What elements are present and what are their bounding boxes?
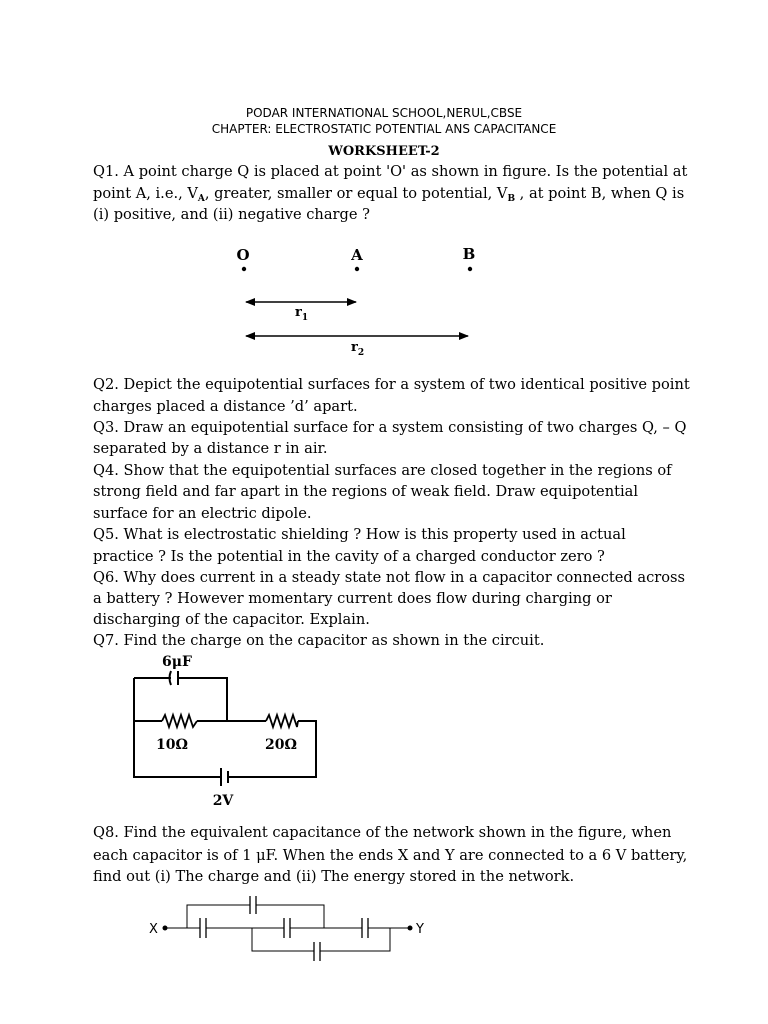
q1-line-3: (i) positive, and (ii) negative charge ? [93,206,370,223]
worksheet-title: WORKSHEET-2 [328,144,440,159]
q2-line-2: charges placed a distance ’d’ apart. [93,398,358,415]
q4-line-3: surface for an electric dipole. [93,505,312,522]
label-r1: $r_1$ [295,305,309,323]
q6-line-3: discharging of the capacitor. Explain. [93,611,370,628]
q5-line-2: practice ? Is the potential in the cavity of a charged conductor zero ? [93,548,605,565]
label-a: A [351,246,363,264]
label-battery: 2V [212,793,234,809]
q3-line-2: separated by a distance r in air. [93,440,328,457]
label-x: X [149,922,158,937]
q8-line-3: find out (i) The charge and (ii) The energy stored in the network. [93,868,575,885]
label-o: O [236,246,250,264]
school-name: PODAR INTERNATIONAL SCHOOL,NERUL,CBSE [245,106,523,120]
label-capacitor-6uf: 6μF [162,654,192,670]
chapter-title: CHAPTER: ELECTROSTATIC POTENTIAL ANS CAPACITANCE [211,122,557,136]
q1-line-2: point A, i.e., $V_A$, greater, smaller or equal to potential, $V_B$ , at point B, when Q is [93,185,685,204]
label-b: B [462,245,476,263]
q2-line-1: Q2. Depict the equipotential surfaces for a system of two identical positive point [93,376,690,393]
q3-line-1: Q3. Draw an equipotential surface for a system consisting of two charges Q, – Q [93,419,687,436]
label-r2: $r_2$ [351,340,365,358]
q5-line-1: Q5. What is electrostatic shielding ? How is this property used in actual [93,526,626,543]
label-resistor-10: 10Ω [156,737,188,753]
q8-line-2: each capacitor is of 1 μF. When the ends X and Y are connected to a 6 V battery, [93,847,688,864]
q8-line-1: Q8. Find the equivalent capacitance of the network shown in the figure, when [93,824,672,841]
q7-line-1: Q7. Find the charge on the capacitor as shown in the circuit. [93,632,545,649]
q4-line-2: strong field and far apart in the regions of weak field. Draw equipotential [93,483,638,500]
q4-line-1: Q4. Show that the equipotential surfaces are closed together in the regions of [93,462,672,479]
q1-line-1: Q1. A point charge Q is placed at point 'O' as shown in figure. Is the potential at [93,163,688,180]
q6-line-2: a battery ? However momentary current does flow during charging or [93,590,612,607]
q6-line-1: Q6. Why does current in a steady state not flow in a capacitor connected across [93,569,685,586]
label-y: Y [416,922,424,937]
label-resistor-20: 20Ω [265,737,297,753]
